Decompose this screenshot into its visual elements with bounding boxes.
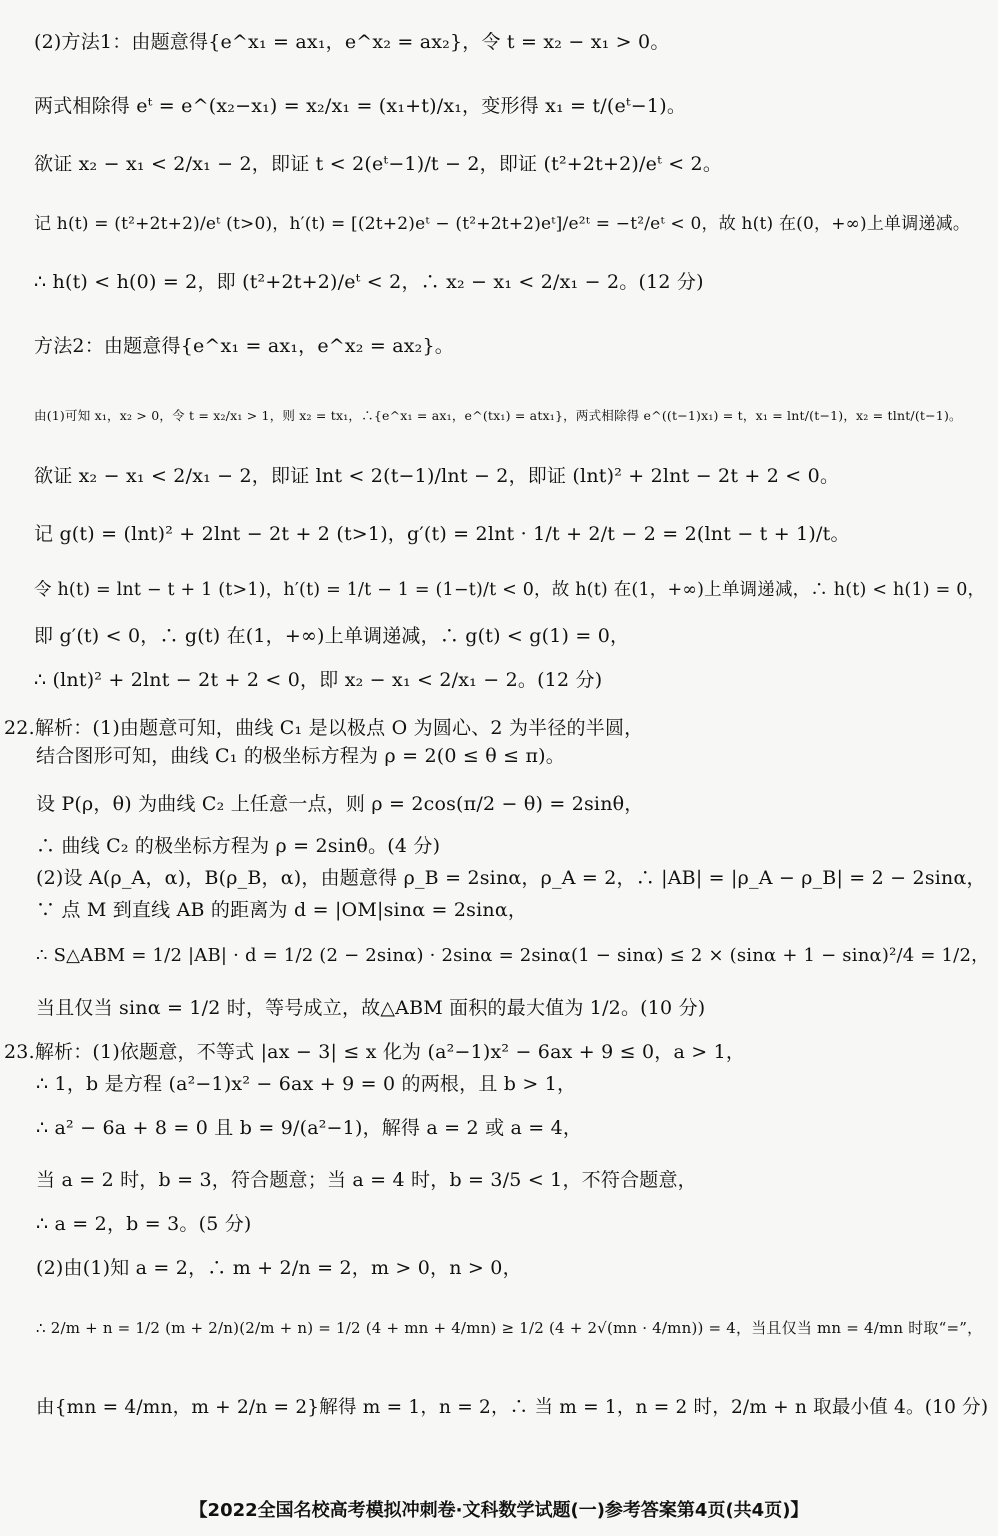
text-line: 当且仅当 sinα = 1/2 时，等号成立，故△ABM 面积的最大值为 1/2。(10 分) [36, 997, 706, 1019]
text-line: 设 P(ρ，θ) 为曲线 C₂ 上任意一点，则 ρ = 2cos(π/2 − θ) = 2sinθ， [36, 793, 644, 815]
text-line: ∴ a = 2，b = 3。(5 分) [36, 1213, 252, 1235]
text-line: 两式相除得 eᵗ = e^(x₂−x₁) = x₂/x₁ = (x₁+t)/x₁，变形得 x₁ = t/(eᵗ−1)。 [34, 95, 687, 117]
text-line: 结合图形可知，曲线 C₁ 的极坐标方程为 ρ = 2(0 ≤ θ ≤ π)。 [36, 745, 565, 767]
text-line: ∵ 点 M 到直线 AB 的距离为 d = |OM|sinα = 2sinα， [36, 899, 528, 921]
text-line: ∴ a² − 6a + 8 = 0 且 b = 9/(a²−1)，解得 a = 2 或 a = 4， [36, 1117, 583, 1139]
text-line: ∴ 2/m + n = 1/2 (m + 2/n)(2/m + n) = 1/2 (4 + mn + 4/mn) ≥ 1/2 (4 + 2√(mn · 4/mn)) = 4，当且仅当 mn = 4/mn 时取“=”， [36, 1319, 983, 1337]
text-line: ∴ 曲线 C₂ 的极坐标方程为 ρ = 2sinθ。(4 分) [36, 835, 441, 857]
text-line: ∴ h(t) < h(0) = 2，即 (t²+2t+2)/eᵗ < 2，∴ x₂ − x₁ < 2/x₁ − 2。(12 分) [34, 271, 704, 293]
text-line: (2)由(1)知 a = 2，∴ m + 2/n = 2，m > 0，n > 0， [36, 1257, 522, 1279]
text-line: 令 h(t) = lnt − t + 1 (t>1)，h′(t) = 1/t − 1 = (1−t)/t < 0，故 h(t) 在(1，+∞)上单调递减，∴ h(t) < h(1) = 0， [34, 580, 986, 600]
text-line: 当 a = 2 时，b = 3，符合题意；当 a = 4 时，b = 3/5 < 1，不符合题意， [36, 1169, 697, 1191]
question-22-heading: 22.解析：(1)由题意可知，曲线 C₁ 是以极点 O 为圆心、2 为半径的半圆， [4, 717, 644, 739]
text-line: 欲证 x₂ − x₁ < 2/x₁ − 2，即证 t < 2(eᵗ−1)/t − 2，即证 (t²+2t+2)/eᵗ < 2。 [34, 153, 723, 175]
text-line: 欲证 x₂ − x₁ < 2/x₁ − 2，即证 lnt < 2(t−1)/lnt − 2，即证 (lnt)² + 2lnt − 2t + 2 < 0。 [34, 465, 840, 487]
text-line: 由(1)可知 x₁，x₂ > 0，令 t = x₂/x₁ > 1，则 x₂ = tx₁，∴{e^x₁ = ax₁，e^(tx₁) = atx₁}，两式相除得 e^((t−1)x₁) = t，x₁ = lnt/(t−1)，x₂ = tlnt/(t−1)。 [34, 408, 962, 423]
page-footer: 【2022全国名校高考模拟冲刺卷·文科数学试题(一)参考答案第4页(共4页)】 [189, 1500, 809, 1521]
text-line: ∴ S△ABM = 1/2 |AB| · d = 1/2 (2 − 2sinα) · 2sinα = 2sinα(1 − sinα) ≤ 2 × (sinα + 1 − sinα)²/4 = 1/2， [36, 945, 990, 966]
text-line: (2)设 A(ρ_A，α)，B(ρ_B，α)，由题意得 ρ_B = 2sinα，ρ_A = 2，∴ |AB| = |ρ_A − ρ_B| = 2 − 2sinα， [36, 867, 986, 889]
text-line: ∴ (lnt)² + 2lnt − 2t + 2 < 0，即 x₂ − x₁ < 2/x₁ − 2。(12 分) [34, 669, 603, 691]
text-line: (2)方法1：由题意得{e^x₁ = ax₁，e^x₂ = ax₂}，令 t = x₂ − x₁ > 0。 [34, 31, 670, 53]
text-line: 记 g(t) = (lnt)² + 2lnt − 2t + 2 (t>1)，g′(t) = 2lnt · 1/t + 2/t − 2 = 2(lnt − t + 1)/t。 [34, 523, 850, 545]
question-23-heading: 23.解析：(1)依题意，不等式 |ax − 3| ≤ x 化为 (a²−1)x² − 6ax + 9 ≤ 0，a > 1， [4, 1041, 746, 1063]
text-line: 由{mn = 4/mn，m + 2/n = 2}解得 m = 1，n = 2，∴ 当 m = 1，n = 2 时，2/m + n 取最小值 4。(10 分) [36, 1397, 989, 1418]
text-line: ∴ 1，b 是方程 (a²−1)x² − 6ax + 9 = 0 的两根，且 b > 1， [36, 1073, 577, 1095]
text-line: 记 h(t) = (t²+2t+2)/eᵗ (t>0)，h′(t) = [(2t+2)eᵗ − (t²+2t+2)eᵗ]/e²ᵗ = −t²/eᵗ < 0，故 h(t) 在(0，+∞)上单调递减。 [34, 214, 971, 234]
text-line: 方法2：由题意得{e^x₁ = ax₁，e^x₂ = ax₂}。 [34, 335, 454, 357]
text-line: 即 g′(t) < 0，∴ g(t) 在(1，+∞)上单调递减，∴ g(t) < g(1) = 0， [34, 625, 630, 647]
